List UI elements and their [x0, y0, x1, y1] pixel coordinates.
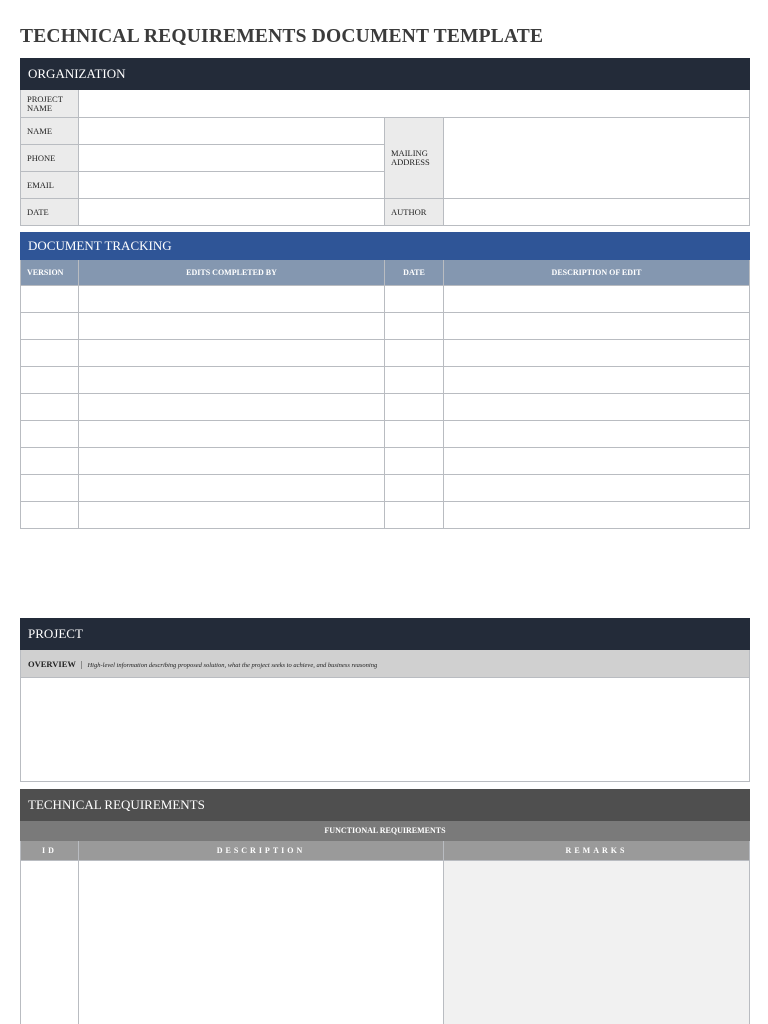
- tracking-row: [21, 421, 750, 448]
- description-of-edit-cell[interactable]: [444, 286, 750, 313]
- mailing-address-field[interactable]: [444, 118, 750, 199]
- phone-field[interactable]: [79, 145, 385, 172]
- description-of-edit-cell[interactable]: [444, 367, 750, 394]
- column-header-version: VERSION: [21, 260, 79, 286]
- phone-label: PHONE: [21, 145, 79, 172]
- tracking-row: [21, 286, 750, 313]
- document-tracking-header: DOCUMENT TRACKING: [21, 233, 750, 260]
- mailing-address-label: MAILING ADDRESS: [385, 118, 444, 199]
- tracking-row: [21, 394, 750, 421]
- description-of-edit-cell[interactable]: [444, 340, 750, 367]
- date-cell[interactable]: [385, 340, 444, 367]
- description-of-edit-cell[interactable]: [444, 502, 750, 529]
- version-cell[interactable]: [21, 286, 79, 313]
- date-label: DATE: [21, 199, 79, 226]
- organization-table: [20, 58, 750, 226]
- edits-completed-by-cell[interactable]: [79, 475, 385, 502]
- project-name-label: PROJECT NAME: [21, 90, 79, 118]
- author-field[interactable]: [444, 199, 750, 226]
- tracking-row: [21, 502, 750, 529]
- description-of-edit-cell[interactable]: [444, 313, 750, 340]
- requirement-id-cell[interactable]: [21, 861, 79, 1024]
- tracking-row: [21, 313, 750, 340]
- edits-completed-by-cell[interactable]: [79, 286, 385, 313]
- technical-requirements-table: [20, 789, 750, 1024]
- tracking-row: [21, 475, 750, 502]
- email-field[interactable]: [79, 172, 385, 199]
- overview-description: High-level information describing proposed solution, what the project seeks to achieve, and business reasoning: [87, 661, 378, 669]
- author-label: AUTHOR: [385, 199, 444, 226]
- document-tracking-table: [20, 232, 750, 529]
- column-header-date: DATE: [385, 260, 444, 286]
- name-field[interactable]: [79, 118, 385, 145]
- column-header-description: DESCRIPTION: [79, 841, 444, 861]
- technical-requirements-header: TECHNICAL REQUIREMENTS: [21, 790, 750, 821]
- edits-completed-by-cell[interactable]: [79, 367, 385, 394]
- date-cell[interactable]: [385, 421, 444, 448]
- date-cell[interactable]: [385, 448, 444, 475]
- version-cell[interactable]: [21, 313, 79, 340]
- tracking-row: [21, 448, 750, 475]
- edits-completed-by-cell[interactable]: [79, 340, 385, 367]
- date-cell[interactable]: [385, 367, 444, 394]
- edits-completed-by-cell[interactable]: [79, 421, 385, 448]
- overview-label: OVERVIEW: [28, 658, 76, 669]
- name-label: NAME: [21, 118, 79, 145]
- project-header: PROJECT: [21, 619, 750, 650]
- description-of-edit-cell[interactable]: [444, 394, 750, 421]
- column-header-remarks: REMARKS: [444, 841, 750, 861]
- description-of-edit-cell[interactable]: [444, 448, 750, 475]
- date-cell[interactable]: [385, 475, 444, 502]
- functional-requirements-subheader: FUNCTIONAL REQUIREMENTS: [21, 821, 750, 841]
- edits-completed-by-cell[interactable]: [79, 313, 385, 340]
- version-cell[interactable]: [21, 340, 79, 367]
- version-cell[interactable]: [21, 367, 79, 394]
- column-header-id: ID: [21, 841, 79, 861]
- version-cell[interactable]: [21, 394, 79, 421]
- description-of-edit-cell[interactable]: [444, 475, 750, 502]
- edits-completed-by-cell[interactable]: [79, 448, 385, 475]
- date-cell[interactable]: [385, 286, 444, 313]
- tracking-row: [21, 367, 750, 394]
- project-table: [20, 618, 750, 782]
- date-field[interactable]: [79, 199, 385, 226]
- edits-completed-by-cell[interactable]: [79, 502, 385, 529]
- date-cell[interactable]: [385, 502, 444, 529]
- version-cell[interactable]: [21, 421, 79, 448]
- edits-completed-by-cell[interactable]: [79, 394, 385, 421]
- date-cell[interactable]: [385, 394, 444, 421]
- requirement-remarks-cell[interactable]: [444, 861, 750, 1024]
- email-label: EMAIL: [21, 172, 79, 199]
- version-cell[interactable]: [21, 475, 79, 502]
- version-cell[interactable]: [21, 448, 79, 475]
- description-of-edit-cell[interactable]: [444, 421, 750, 448]
- version-cell[interactable]: [21, 502, 79, 529]
- column-header-description-of-edit: DESCRIPTION OF EDIT: [444, 260, 750, 286]
- organization-header: ORGANIZATION: [21, 59, 750, 90]
- overview-text-area[interactable]: [21, 678, 750, 782]
- column-header-edits-completed-by: EDITS COMPLETED BY: [79, 260, 385, 286]
- tracking-row: [21, 340, 750, 367]
- requirement-description-cell[interactable]: [79, 861, 444, 1024]
- overview-separator: |: [80, 659, 83, 669]
- project-name-field[interactable]: [79, 90, 750, 118]
- document-title: TECHNICAL REQUIREMENTS DOCUMENT TEMPLATE: [20, 26, 544, 47]
- overview-row: [21, 650, 750, 678]
- date-cell[interactable]: [385, 313, 444, 340]
